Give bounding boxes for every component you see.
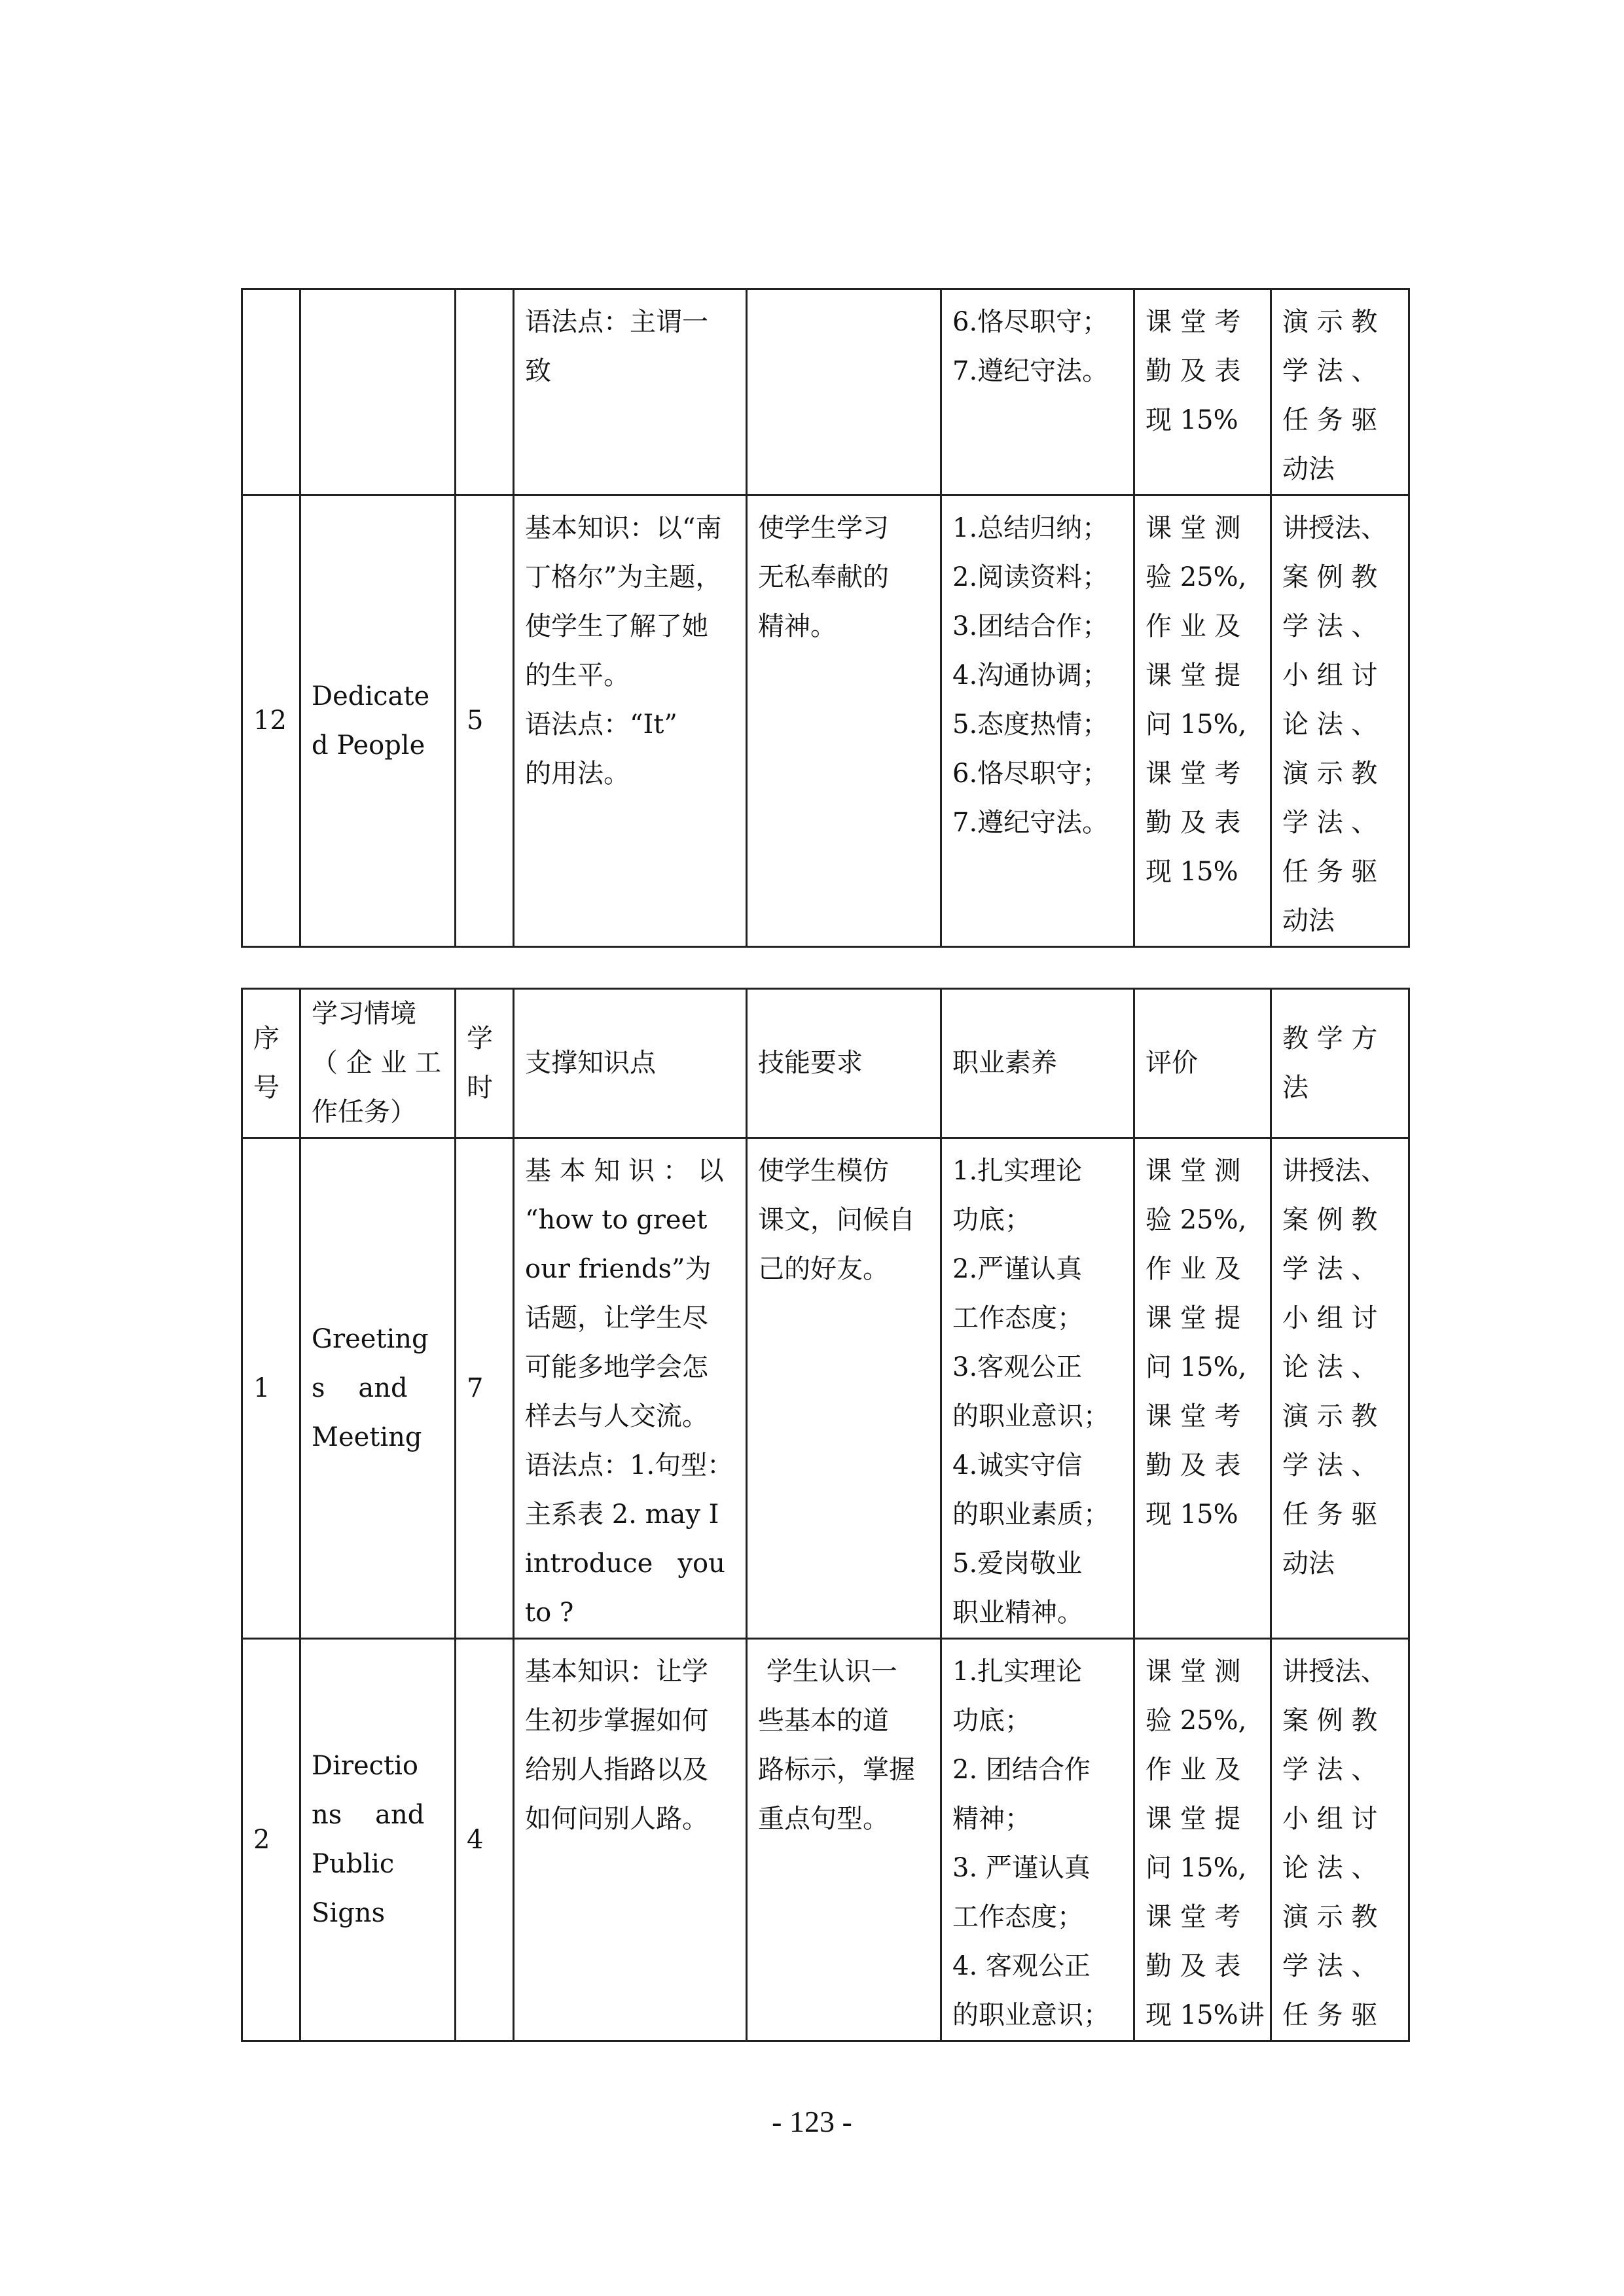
- cell-line: 任 务 驱: [1282, 405, 1378, 435]
- qualities-cell: [941, 495, 1134, 947]
- table-row: [242, 495, 1409, 947]
- cell-line: 5.态度热情；: [952, 709, 1109, 740]
- header-qualities: [941, 989, 1134, 1138]
- cell-line: 课 堂 提: [1146, 660, 1241, 691]
- cell-line: Public: [312, 1849, 395, 1879]
- cell-line: 课 堂 考: [1146, 307, 1241, 337]
- header-label: 支撑知识点: [525, 1048, 656, 1078]
- cell-line: 课 堂 提: [1146, 1804, 1241, 1834]
- cell-line: 3.团结合作；: [952, 611, 1109, 641]
- cell-line: 号: [253, 1072, 280, 1103]
- header-label: 技能要求: [758, 1048, 863, 1078]
- cell-line: s and: [312, 1372, 408, 1403]
- cell-line: 的生平。: [525, 660, 630, 691]
- cell-line: 重点句型。: [758, 1804, 889, 1834]
- skills-cell: [747, 1138, 941, 1639]
- cell-line: 动法: [1282, 1549, 1335, 1579]
- cell-line: 勤 及 表: [1146, 1450, 1241, 1480]
- cell-line: 2.阅读资料；: [952, 562, 1109, 592]
- hours-value: 4: [467, 1824, 484, 1855]
- cell-line: 时: [467, 1072, 493, 1103]
- cell-line: 语法点：“It”: [525, 709, 677, 740]
- cell-line: 语法点：主谓一: [525, 307, 708, 337]
- cell-line: 可能多地学会怎: [525, 1352, 708, 1382]
- cell-line: 职业精神。: [952, 1598, 1083, 1628]
- cell-line: 些基本的道: [758, 1706, 889, 1736]
- cell-line: 论 法 、: [1282, 1352, 1378, 1382]
- row-index: 2: [253, 1824, 270, 1855]
- cell-line: 样去与人交流。: [525, 1401, 708, 1431]
- cell-line: 问 15%,: [1146, 709, 1247, 740]
- qualities-cell: [941, 289, 1134, 495]
- cell-line: 勤 及 表: [1146, 1951, 1241, 1981]
- index-cell: [242, 289, 300, 495]
- cell-line: 课 堂 考: [1146, 759, 1241, 789]
- index-cell: [242, 495, 300, 947]
- cell-line: 演 示 教: [1282, 1902, 1378, 1932]
- cell-line: to ?: [525, 1598, 574, 1628]
- cell-line: 使学生了解了她: [525, 611, 708, 641]
- skills-cell: [747, 289, 941, 495]
- cell-line: 5.爱岗敬业: [952, 1549, 1083, 1579]
- index-cell: [242, 1138, 300, 1639]
- cell-line: 工作态度；: [952, 1902, 1083, 1932]
- cell-line: （ 企 业 工: [312, 1048, 442, 1078]
- row-index: 12: [253, 706, 287, 736]
- header-label: 职业素养: [952, 1048, 1057, 1078]
- cell-line: Meeting: [312, 1422, 422, 1452]
- cell-line: 1.扎实理论: [952, 1657, 1083, 1687]
- cell-line: 学: [467, 1023, 493, 1054]
- cell-line: 小 组 讨: [1282, 660, 1378, 691]
- cell-line: 给别人指路以及: [525, 1755, 708, 1785]
- cell-line: 1.扎实理论: [952, 1156, 1083, 1186]
- cell-line: ns and: [312, 1800, 425, 1830]
- cell-line: 勤 及 表: [1146, 808, 1241, 838]
- cell-line: 勤 及 表: [1146, 356, 1241, 386]
- table-row: [242, 1138, 1409, 1639]
- cell-line: 课 堂 测: [1146, 513, 1241, 543]
- cell-line: d People: [312, 730, 425, 761]
- cell-line: 小 组 讨: [1282, 1804, 1378, 1834]
- cell-line: 功底；: [952, 1706, 1031, 1736]
- cell-line: 现 15%讲: [1146, 2000, 1265, 2030]
- situation-cell: [300, 1639, 456, 2041]
- cell-line: 验 25%,: [1146, 1706, 1247, 1736]
- cell-line: 课 堂 考: [1146, 1902, 1241, 1932]
- hours-value: 7: [467, 1372, 484, 1403]
- knowledge-cell: [514, 289, 747, 495]
- header-index: [242, 989, 300, 1138]
- cell-line: 动法: [1282, 906, 1335, 936]
- cell-line: 功底；: [952, 1205, 1031, 1235]
- cell-line: 6.恪尽职守；: [952, 759, 1109, 789]
- cell-line: 工作态度；: [952, 1303, 1083, 1333]
- cell-line: 课 堂 测: [1146, 1156, 1241, 1186]
- cell-line: 学习情境: [312, 999, 416, 1029]
- cell-line: 问 15%,: [1146, 1352, 1247, 1382]
- cell-line: 讲授法、: [1282, 513, 1387, 543]
- cell-line: 4.沟通协调；: [952, 660, 1109, 691]
- table-row: [242, 289, 1409, 495]
- cell-line: 己的好友。: [758, 1254, 889, 1284]
- hours-cell: [456, 495, 514, 947]
- cell-line: 作 业 及: [1146, 1755, 1241, 1785]
- cell-line: 使学生模仿: [758, 1156, 889, 1186]
- cell-line: 1.总结归纳；: [952, 513, 1109, 543]
- cell-line: Directio: [312, 1751, 419, 1781]
- cell-line: 教 学 方: [1282, 1023, 1378, 1054]
- cell-line: 无私奉献的: [758, 562, 889, 592]
- cell-line: 精神；: [952, 1804, 1031, 1834]
- cell-line: 学 法 、: [1282, 1254, 1378, 1284]
- cell-line: 精神。: [758, 611, 837, 641]
- cell-line: 序: [253, 1023, 280, 1054]
- cell-line: 学 法 、: [1282, 1755, 1378, 1785]
- cell-line: 路标示，掌握: [758, 1755, 915, 1785]
- cell-line: 4.诚实守信: [952, 1450, 1083, 1480]
- cell-line: Greeting: [312, 1323, 429, 1354]
- evaluation-cell: [1134, 289, 1271, 495]
- index-cell: [242, 1639, 300, 2041]
- hours-value: 5: [467, 706, 484, 736]
- cell-line: 任 务 驱: [1282, 1499, 1378, 1530]
- cell-line: 课 堂 提: [1146, 1303, 1241, 1333]
- evaluation-cell: [1134, 1138, 1271, 1639]
- header-label: 评价: [1146, 1048, 1198, 1078]
- cell-line: 演 示 教: [1282, 307, 1378, 337]
- cell-line: 课 堂 测: [1146, 1657, 1241, 1687]
- cell-line: “how to greet: [525, 1205, 708, 1235]
- table-header-row: [242, 989, 1409, 1138]
- skills-cell: [747, 495, 941, 947]
- cell-line: 演 示 教: [1282, 759, 1378, 789]
- header-evaluation: [1134, 989, 1271, 1138]
- cell-line: 致: [525, 356, 551, 386]
- cell-line: 如何问别人路。: [525, 1804, 708, 1834]
- cell-line: 3. 严谨认真: [952, 1853, 1091, 1883]
- cell-line: 2.严谨认真: [952, 1254, 1083, 1284]
- cell-line: 问 15%,: [1146, 1853, 1247, 1883]
- hours-cell: [456, 289, 514, 495]
- cell-line: 学 法 、: [1282, 808, 1378, 838]
- cell-line: 7.遵纪守法。: [952, 356, 1109, 386]
- knowledge-cell: [514, 495, 747, 947]
- cell-line: 6.恪尽职守；: [952, 307, 1109, 337]
- continuation-table: [241, 288, 1410, 948]
- cell-line: 主系表 2. may I: [525, 1499, 719, 1530]
- evaluation-cell: [1134, 495, 1271, 947]
- cell-line: 任 务 驱: [1282, 857, 1378, 887]
- cell-line: 讲授法、: [1282, 1156, 1387, 1186]
- cell-line: Signs: [312, 1898, 386, 1928]
- cell-line: our friends”为: [525, 1254, 712, 1284]
- header-methods: [1271, 989, 1409, 1138]
- row-index: 1: [253, 1372, 270, 1403]
- cell-line: Dedicate: [312, 681, 430, 711]
- cell-line: 小 组 讨: [1282, 1303, 1378, 1333]
- cell-line: 案 例 教: [1282, 1706, 1378, 1736]
- skills-cell: [747, 1639, 941, 2041]
- page-number: - 123 -: [772, 2105, 852, 2138]
- knowledge-cell: [514, 1138, 747, 1639]
- cell-line: 生初步掌握如何: [525, 1706, 708, 1736]
- cell-line: 基本知识：以“南: [525, 513, 722, 543]
- cell-line: 的用法。: [525, 759, 630, 789]
- cell-line: 案 例 教: [1282, 1205, 1378, 1235]
- cell-line: 作 业 及: [1146, 611, 1241, 641]
- evaluation-cell: [1134, 1639, 1271, 2041]
- cell-line: 动法: [1282, 454, 1335, 484]
- situation-cell: [300, 1138, 456, 1639]
- cell-line: 论 法 、: [1282, 1853, 1378, 1883]
- hours-cell: [456, 1639, 514, 2041]
- cell-line: 演 示 教: [1282, 1401, 1378, 1431]
- cell-line: 4. 客观公正: [952, 1951, 1091, 1981]
- cell-line: 现 15%: [1146, 857, 1238, 887]
- cell-line: 论 法 、: [1282, 709, 1378, 740]
- cell-line: 2. 团结合作: [952, 1755, 1091, 1785]
- header-knowledge: [514, 989, 747, 1138]
- knowledge-cell: [514, 1639, 747, 2041]
- situation-cell: [300, 495, 456, 947]
- methods-cell: [1271, 495, 1409, 947]
- cell-line: 学 法 、: [1282, 1951, 1378, 1981]
- cell-line: 基 本 知 识 ： 以: [525, 1156, 724, 1186]
- cell-line: 验 25%,: [1146, 1205, 1247, 1235]
- cell-line: 的职业素质；: [952, 1499, 1110, 1530]
- cell-line: 学 法 、: [1282, 1450, 1378, 1480]
- hours-cell: [456, 1138, 514, 1639]
- cell-line: 任 务 驱: [1282, 2000, 1378, 2030]
- cell-line: 的职业意识；: [952, 2000, 1110, 2030]
- situation-cell: [300, 289, 456, 495]
- cell-line: 基本知识：让学: [525, 1657, 708, 1687]
- methods-cell: [1271, 1138, 1409, 1639]
- header-situation: [300, 989, 456, 1138]
- cell-line: 课文，问候自: [758, 1205, 915, 1235]
- cell-line: 学生认识一: [758, 1657, 897, 1687]
- table-row: [242, 1639, 1409, 2041]
- cell-line: 案 例 教: [1282, 562, 1378, 592]
- cell-line: 话题，让学生尽: [525, 1303, 708, 1333]
- cell-line: 讲授法、: [1282, 1657, 1387, 1687]
- cell-line: 现 15%: [1146, 405, 1238, 435]
- cell-line: 语法点：1.句型：: [525, 1450, 734, 1480]
- cell-line: 作 业 及: [1146, 1254, 1241, 1284]
- cell-line: 法: [1282, 1072, 1308, 1103]
- cell-line: 7.遵纪守法。: [952, 808, 1109, 838]
- cell-line: 作任务）: [312, 1097, 416, 1127]
- cell-line: 学 法 、: [1282, 356, 1378, 386]
- header-hours: [456, 989, 514, 1138]
- cell-line: 验 25%,: [1146, 562, 1247, 592]
- qualities-cell: [941, 1639, 1134, 2041]
- qualities-cell: [941, 1138, 1134, 1639]
- cell-line: introduce you: [525, 1549, 725, 1579]
- cell-line: 使学生学习: [758, 513, 889, 543]
- cell-line: 的职业意识；: [952, 1401, 1110, 1431]
- header-skills: [747, 989, 941, 1138]
- cell-line: 学 法 、: [1282, 611, 1378, 641]
- curriculum-table: [241, 988, 1410, 2042]
- cell-line: 3.客观公正: [952, 1352, 1083, 1382]
- cell-line: 丁格尔”为主题，: [525, 562, 722, 592]
- cell-line: 课 堂 考: [1146, 1401, 1241, 1431]
- cell-line: 现 15%: [1146, 1499, 1238, 1530]
- methods-cell: [1271, 1639, 1409, 2041]
- methods-cell: [1271, 289, 1409, 495]
